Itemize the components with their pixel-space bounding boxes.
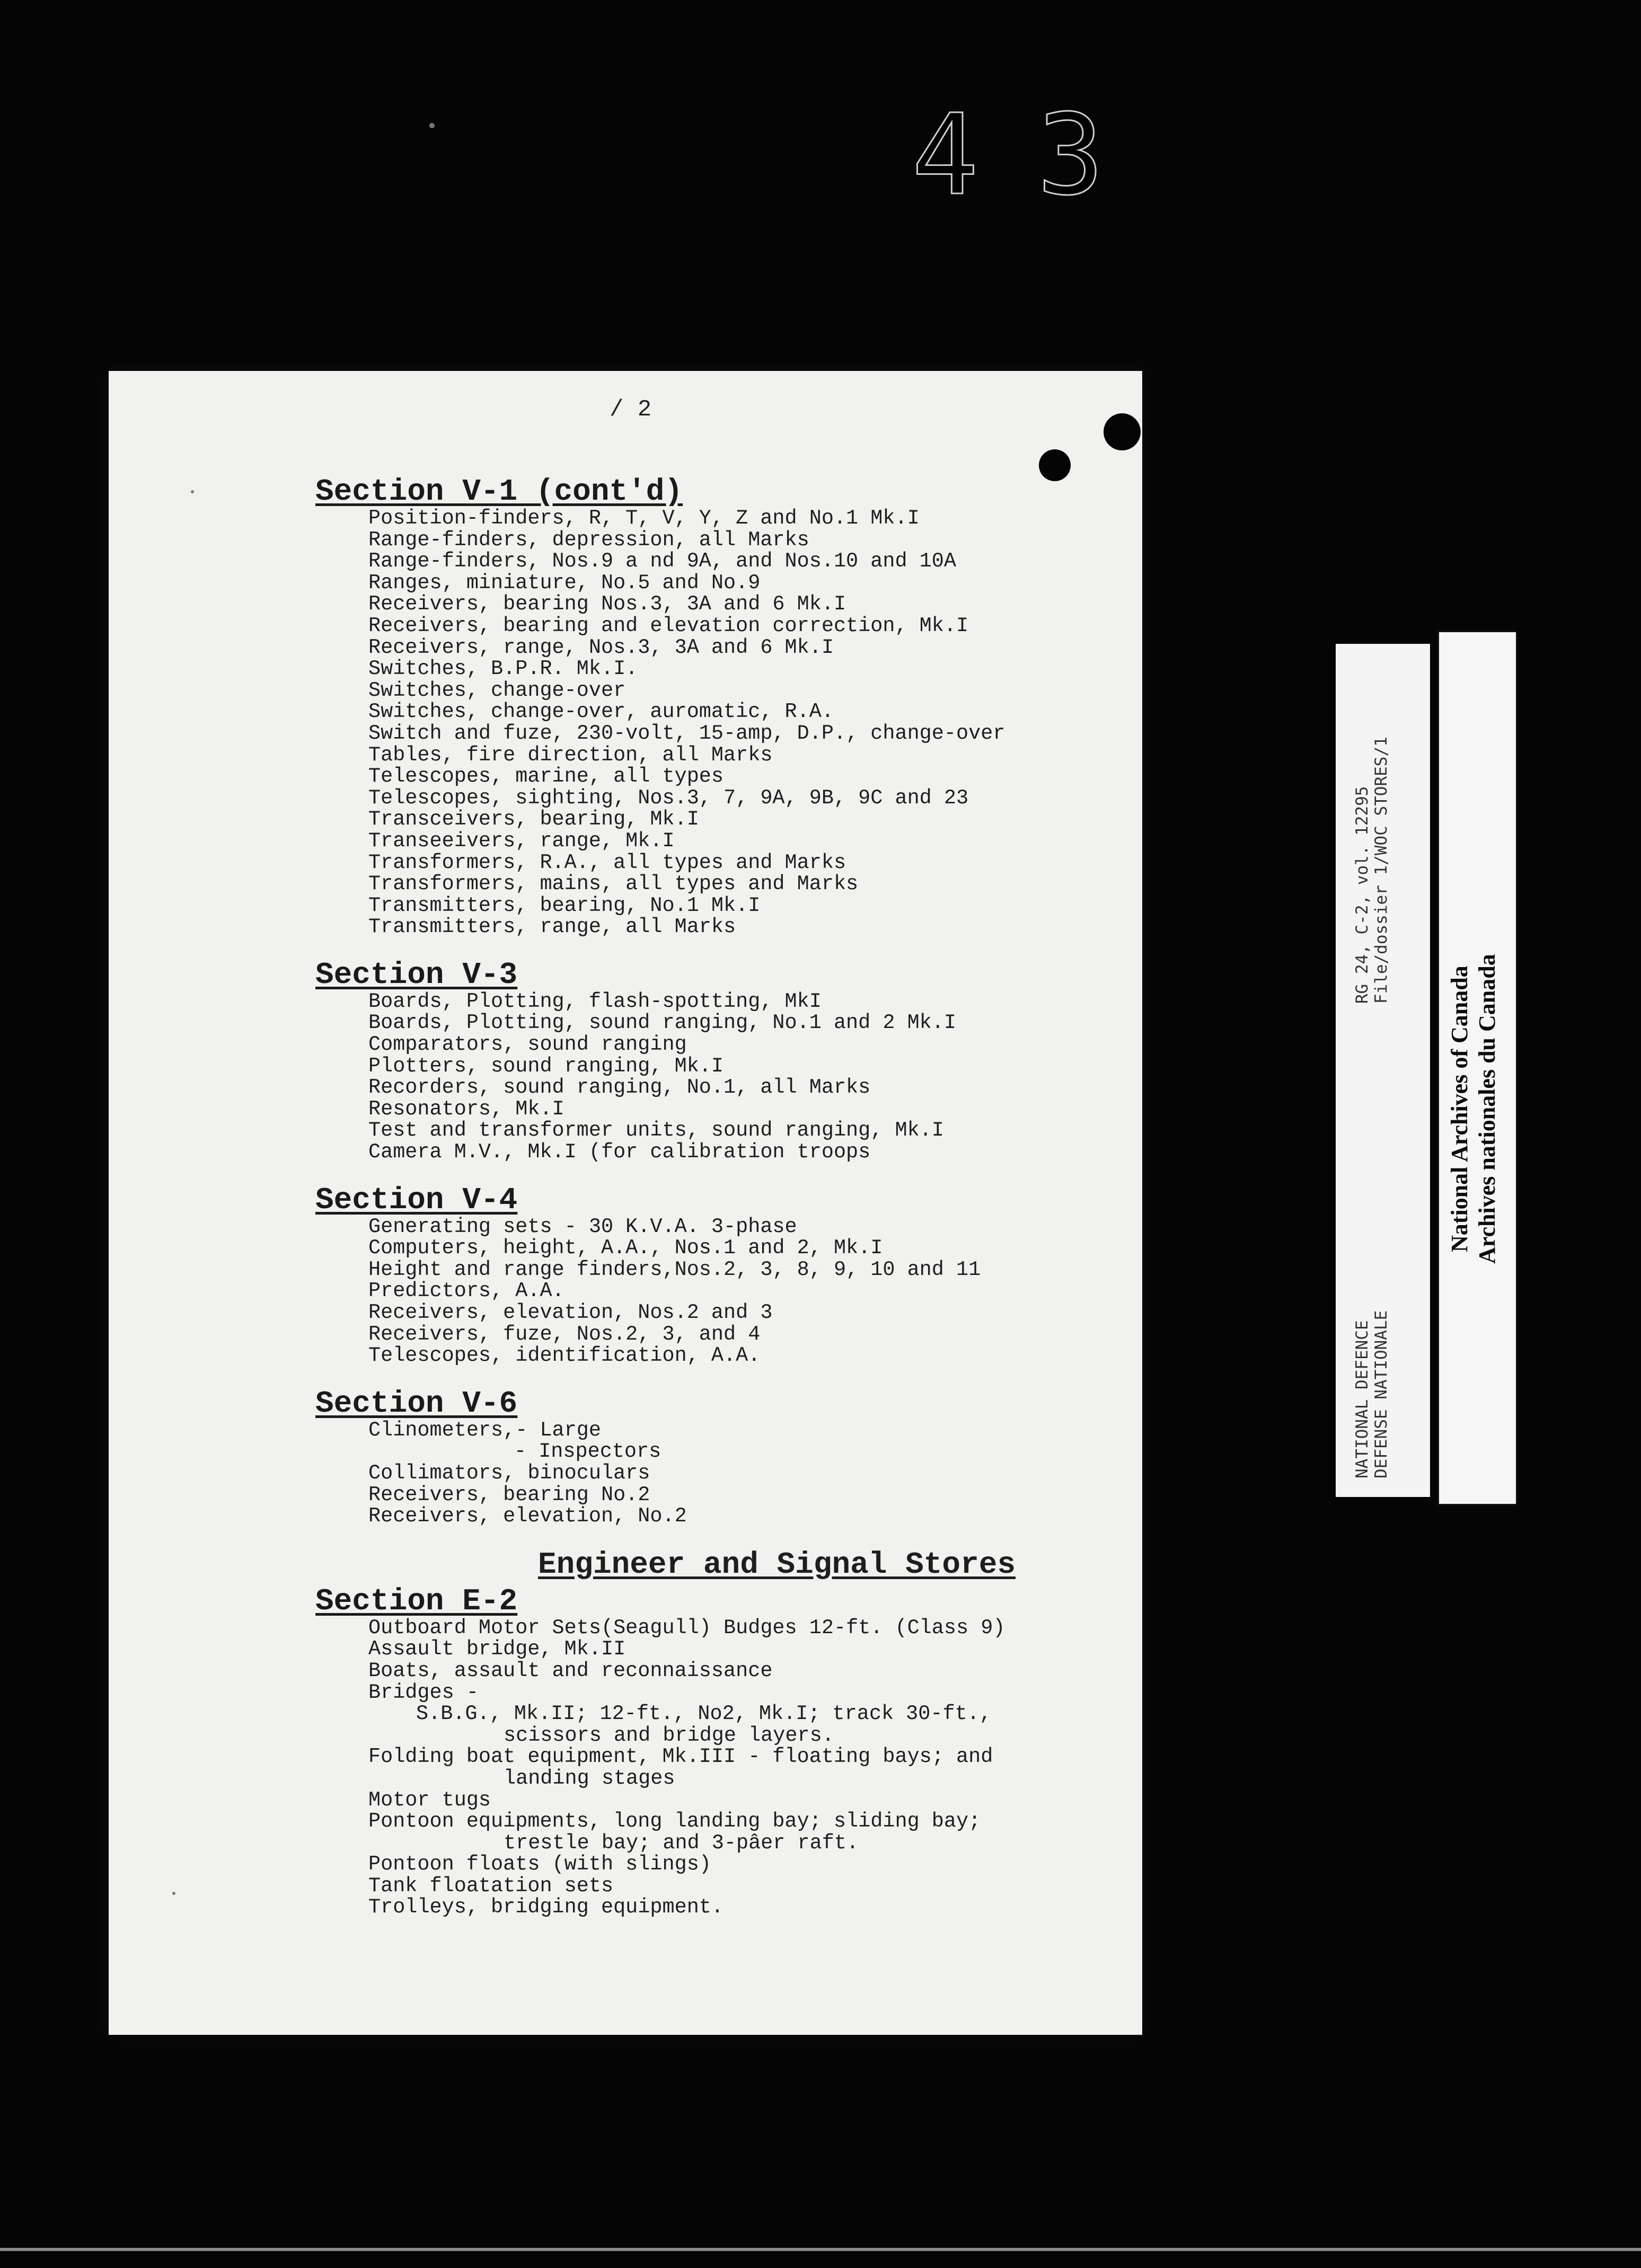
list-item: Computers, height, A.A., Nos.1 and 2, Mk.I [368, 1236, 883, 1260]
section-heading: Section E-2 [315, 1584, 518, 1619]
list-item: scissors and bridge layers. [504, 1723, 834, 1747]
list-item: Boards, Plotting, flash-spotting, MkI [368, 989, 822, 1013]
centered-heading: Engineer and Signal Stores [538, 1547, 1016, 1582]
section-v3 [315, 960, 1121, 1163]
document-page [109, 371, 1142, 2035]
list-item: Recorders, sound ranging, No.1, all Marks [368, 1076, 871, 1100]
list-item: Ranges, miniature, No.5 and No.9 [368, 571, 761, 595]
list-item: Receivers, bearing and elevation correction, Mk.I [368, 614, 969, 637]
list-item: Switches, change-over [368, 678, 626, 702]
list-item: Test and transformer units, sound ranging, Mk.I [368, 1119, 944, 1142]
list-item: trestle bay; and 3-pâer raft. [504, 1831, 859, 1855]
list-item: Receivers, elevation, No.2 [368, 1504, 687, 1528]
list-item: Comparators, sound ranging [368, 1033, 687, 1057]
list-item: Receivers, bearing Nos.3, 3A and 6 Mk.I [368, 592, 846, 616]
list-item: Receivers, elevation, Nos.2 and 3 [368, 1301, 773, 1324]
list-item: Plotters, sound ranging, Mk.I [368, 1054, 724, 1078]
archive-label-line: National Archives of Canada [1446, 965, 1472, 1252]
list-item: Tank floatation sets [368, 1874, 614, 1898]
punch-hole [1104, 413, 1141, 450]
list-item: Outboard Motor Sets(Seagull) Budges 12-ft. (Class 9) [368, 1616, 1005, 1640]
list-item: Switches, B.P.R. Mk.I. [368, 657, 638, 681]
stamp-line: RG 24, C-2, vol. 12295 [1353, 786, 1372, 1004]
section-item-list [315, 508, 1121, 938]
film-speck [191, 490, 194, 493]
section-v1 [315, 477, 1121, 938]
list-item: Trolleys, bridging equipment. [368, 1895, 724, 1919]
list-item: Telescopes, sighting, Nos.3, 7, 9A, 9B, 9C and 23 [368, 786, 969, 810]
list-item: Assault bridge, Mk.II [368, 1637, 626, 1661]
list-item: Pontoon floats (with slings) [368, 1853, 711, 1876]
list-item: Camera M.V., Mk.I (for calibration troops [368, 1140, 871, 1164]
list-item: Predictors, A.A. [368, 1279, 564, 1303]
document-body [315, 477, 1121, 1941]
list-item: Telescopes, marine, all types [368, 765, 724, 789]
list-item: S.B.G., Mk.II; 12-ft., No2, Mk.I; track 30-ft., [416, 1702, 992, 1726]
list-item: Motor tugs [368, 1788, 491, 1812]
film-speck [172, 1892, 175, 1895]
list-item: Transceivers, bearing, Mk.I [368, 808, 699, 831]
list-item: Position-finders, R, T, V, Y, Z and No.1 Mk.I [368, 507, 920, 530]
section-item-list [315, 1216, 1121, 1367]
film-speck [429, 123, 435, 128]
list-item: Boards, Plotting, sound ranging, No.1 and 2 Mk.I [368, 1011, 956, 1035]
film-edge [0, 2248, 1641, 2251]
section-heading: Section V-4 [315, 1183, 518, 1218]
list-item: Range-finders, Nos.9 a nd 9A, and Nos.10 and 10A [368, 550, 956, 573]
section-item-list [315, 1617, 1121, 1918]
list-item: Transeeivers, range, Mk.I [368, 829, 675, 853]
section-v4 [315, 1185, 1121, 1367]
list-item: Clinometers,- Large [368, 1418, 601, 1442]
list-item: Transmitters, range, all Marks [368, 915, 736, 939]
list-item: Transmitters, bearing, No.1 Mk.I [368, 893, 761, 917]
punch-hole [1039, 449, 1071, 481]
page-number: / 2 [610, 396, 652, 423]
stamp-line: File/dossier 1/WOC STORES/1 [1372, 737, 1391, 1004]
section-item-list [315, 991, 1121, 1163]
list-item: Switch and fuze, 230-volt, 15-amp, D.P., change-over [368, 721, 1005, 745]
list-item: Boats, assault and reconnaissance [368, 1659, 773, 1682]
list-item: Collimators, binoculars [368, 1461, 650, 1485]
list-item: Transformers, mains, all types and Marks [368, 872, 859, 896]
list-item: Height and range finders,Nos.2, 3, 8, 9, 10 and 11 [368, 1257, 981, 1281]
stamp-line: NATIONAL DEFENCE [1353, 1320, 1372, 1478]
list-item: Resonators, Mk.I [368, 1097, 564, 1121]
list-item: Generating sets - 30 K.V.A. 3-phase [368, 1215, 797, 1238]
list-item: - Inspectors [514, 1440, 661, 1464]
section-heading: Section V-3 [315, 958, 518, 993]
frame-number: 43 [912, 90, 1162, 220]
reference-stamp-text [1353, 737, 1391, 1478]
list-item: Pontoon equipments, long landing bay; sliding bay; [368, 1810, 981, 1833]
stamp-line: DEFENSE NATIONALE [1372, 1310, 1391, 1478]
list-item: Receivers, bearing No.2 [368, 1483, 650, 1507]
list-item: Bridges - [368, 1680, 479, 1704]
section-heading: Section V-1 (cont'd) [315, 475, 683, 509]
list-item: Transformers, R.A., all types and Marks [368, 850, 846, 874]
list-item: Receivers, fuze, Nos.2, 3, and 4 [368, 1322, 761, 1346]
section-v6 [315, 1386, 1121, 1528]
list-item: Switches, change-over, auromatic, R.A. [368, 700, 834, 724]
archive-label-text [1446, 954, 1501, 1264]
section-item-list [315, 1420, 1121, 1527]
list-item: Receivers, range, Nos.3, 3A and 6 Mk.I [368, 635, 834, 659]
section-heading: Section V-6 [315, 1386, 518, 1421]
list-item: Range-finders, depression, all Marks [368, 528, 809, 552]
list-item: landing stages [504, 1766, 675, 1790]
list-item: Tables, fire direction, all Marks [368, 743, 773, 767]
archive-label-line: Archives nationales du Canada [1474, 954, 1500, 1264]
list-item: Telescopes, identification, A.A. [368, 1344, 761, 1368]
list-item: Folding boat equipment, Mk.III - floating bays; and [368, 1745, 993, 1769]
section-e2 [315, 1584, 1121, 1919]
